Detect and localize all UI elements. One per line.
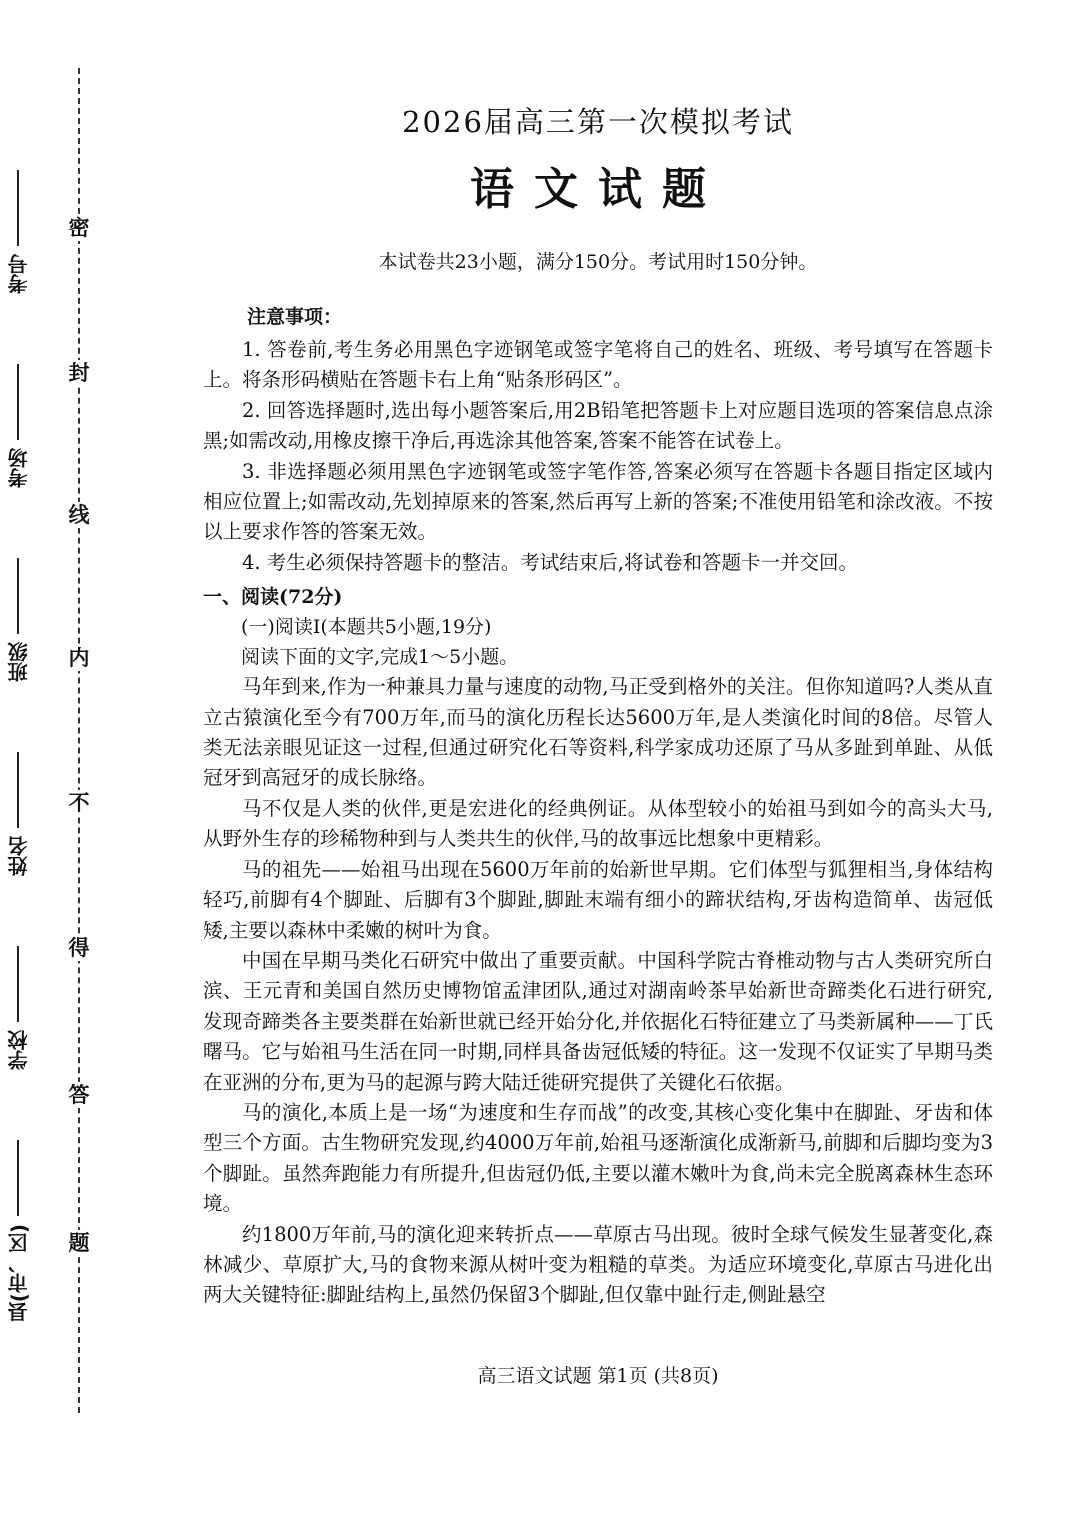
seal-char: 题 (66, 1230, 92, 1256)
page-footer: 高三语文试题 第1页 (共8页) (477, 1365, 719, 1387)
note-item: 3. 非选择题必须用黑色字迹钢笔或签字笔作答,答案必须写在答题卡各题目指定区域内相应位置上;如需改动,先划掉原来的答案,然后再写上新的答案;不准使用铅笔和涂改液。不按以上要求作答的答案无效。 (203, 459, 993, 544)
seal-char: 不 (66, 790, 92, 816)
binding-dashed-line (78, 68, 80, 1413)
field-label: 考号 (6, 254, 31, 294)
field-exam-number[interactable] (4, 170, 33, 302)
blank-line (17, 170, 19, 246)
field-county[interactable] (4, 1140, 33, 1330)
field-label: 学校 (6, 1029, 31, 1070)
blank-line (17, 1140, 19, 1216)
passage-paragraph: 约1800万年前,马的演化迎来转折点——草原古马出现。彼时全球气候发生显著变化,森林减少、草原扩大,马的食物来源从树叶变为粗糙的草类。为适应环境变化,草原古马进化出两大关键特征:脚趾结构上,虽然仍保留3个脚趾,但仅靠中趾行走,侧趾悬空 (203, 1222, 993, 1307)
field-exam-room[interactable] (4, 364, 33, 496)
seal-char: 内 (66, 645, 92, 671)
field-name[interactable] (4, 752, 33, 884)
passage-paragraph: 马的祖先——始祖马出现在5600万年前的始新世早期。它们体型与狐狸相当,身体结构轻巧,前脚有4个脚趾、后脚有3个脚趾,脚趾末端有细小的蹄状结构,牙齿构造简单、齿冠低矮,主要以森林中柔嫩的树叶为食。 (203, 857, 993, 942)
field-label: 姓名 (6, 835, 31, 876)
subsection-title: (一)阅读Ⅰ(本题共5小题,19分) (241, 616, 492, 639)
field-class[interactable] (4, 558, 33, 690)
field-label: 考场 (6, 447, 31, 488)
note-item: 2. 回答选择题时,选出每小题答案后,用2B铅笔把答题卡上对应题目选项的答案信息点涂黑;如需改动,用橡皮擦干净后,再选涂其他答案,答案不能答在试卷上。 (203, 398, 993, 453)
field-label: 县(市、区) (6, 1223, 31, 1322)
blank-line (17, 946, 19, 1022)
subject-title: 语文试题 (470, 164, 726, 215)
note-item: 4. 考生必须保持答题卡的整洁。考试结束后,将试卷和答题卡一并交回。 (242, 550, 859, 574)
notes-title: 注意事项： (247, 306, 343, 328)
seal-char: 线 (66, 502, 92, 528)
seal-char: 封 (66, 360, 92, 386)
exam-page-content (203, 100, 993, 1311)
candidate-info-column (0, 170, 36, 1330)
reading-instruction: 阅读下面的文字,完成1～5小题。 (241, 646, 519, 669)
seal-char: 答 (66, 1082, 92, 1108)
blank-line (17, 364, 19, 440)
exam-intro: 本试卷共23小题，满分150分。考试用时150分钟。 (378, 251, 818, 273)
passage-paragraph: 马不仅是人类的伙伴,更是宏进化的经典例证。从体型较小的始祖马到如今的高头大马,从野外生存的珍稀物种到与人类共生的伙伴,马的故事远比想象中更精彩。 (203, 796, 993, 851)
passage-paragraph: 中国在早期马类化石研究中做出了重要贡献。中国科学院古脊椎动物与古人类研究所白滨、王元青和美国自然历史博物馆孟津团队,通过对湖南岭茶早始新世奇蹄类化石进行研究,发现奇蹄类各主要类群在始新世就已经开始分化,并依据化石特征建立了马类新属种——丁氏曙马。它与始祖马生活在同一时期,同样具备齿冠低矮的特征。这一发现不仅证实了早期马类在亚洲的分布,更为马的起源与跨大陆迁徙研究提供了关键化石依据。 (203, 948, 993, 1094)
seal-char: 密 (66, 215, 92, 241)
blank-line (17, 752, 19, 828)
exam-name: 2026届高三第一次模拟考试 (402, 105, 794, 139)
field-school[interactable] (4, 946, 33, 1078)
passage-paragraph: 马的演化,本质上是一场“为速度和生存而战”的改变,其核心变化集中在脚趾、牙齿和体型三个方面。古生物研究发现,约4000万年前,始祖马逐渐演化成渐新马,前脚和后脚均变为3个脚趾。虽然奔跑能力有所提升,但齿冠仍低,主要以灌木嫩叶为食,尚未完全脱离森林生态环境。 (203, 1100, 993, 1216)
field-label: 班级 (6, 641, 31, 682)
seal-char: 得 (66, 935, 92, 961)
note-item: 1. 答卷前,考生务必用黑色字迹钢笔或签字笔将自己的姓名、班级、考号填写在答题卡上。将条形码横贴在答题卡右上角“贴条形码区”。 (203, 338, 993, 392)
section-title: 一、阅读(72分) (203, 586, 343, 609)
blank-line (17, 558, 19, 634)
passage-paragraph: 马年到来,作为一种兼具力量与速度的动物,马正受到格外的关注。但你知道吗?人类从直立古猿演化至今有700万年,而马的演化历程长达5600万年,是人类演化时间的8倍。尽管人类无法亲眼见证这一过程,但通过研究化石等资料,科学家成功还原了马从多趾到单趾、从低冠牙到高冠牙的成长脉络。 (203, 675, 993, 790)
